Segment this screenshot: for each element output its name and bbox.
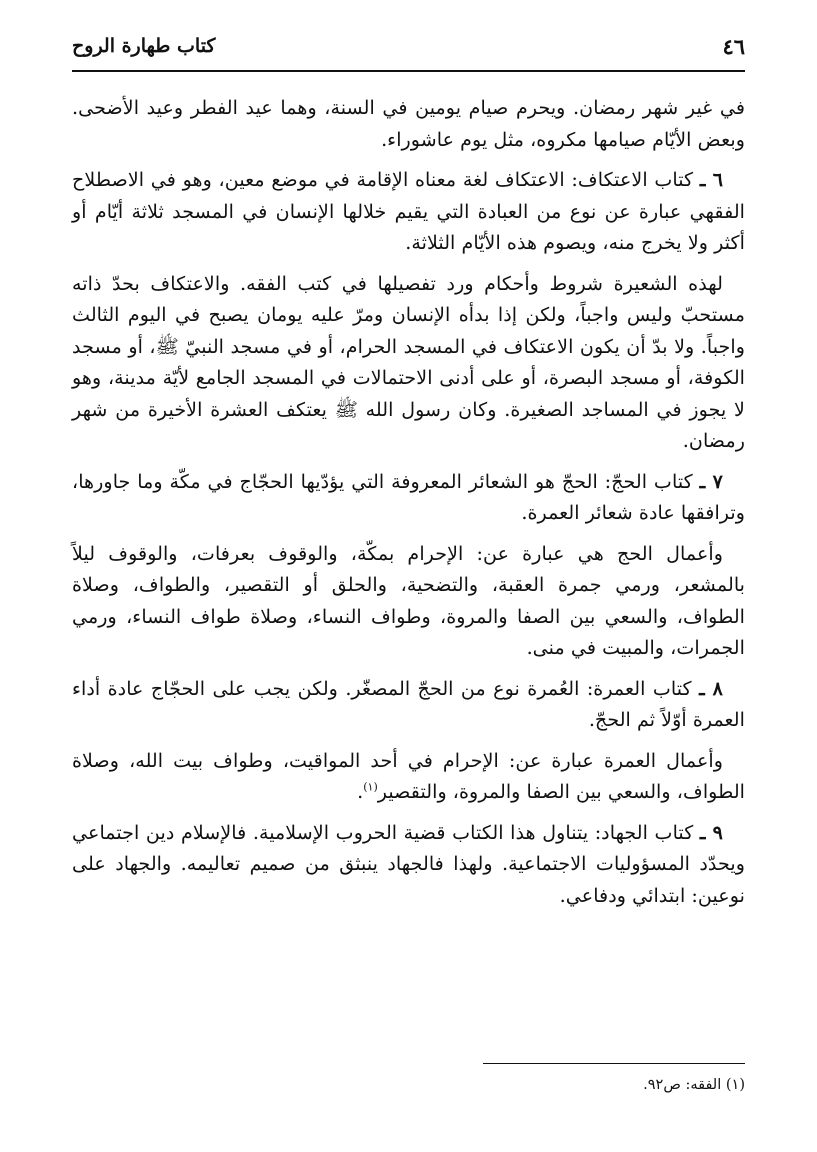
header-rule (72, 70, 745, 72)
page-body (72, 92, 745, 920)
section-number: ٧ ـ (699, 469, 723, 493)
paragraph-itikaf (72, 164, 745, 259)
paragraph-text: لهذه الشعيرة شروط وأحكام ورد تفصيلها في كتب الفقه. والاعتكاف بحدّ ذاته مستحبّ وليس واجباً، ولكن إذا بدأه الإنسان ومرّ عليه يومان يصبح في اليوم الثالث واجباً. ولا بدّ أن يكون الاعتكاف في المسجد الحرام، أو في مسجد النبيّ ﷺ، أو مسجد الكوفة، أو مسجد البصرة، أو على أدنى الاحتمالات في المسجد الجامع لأيّة مدينة، وهو لا يجوز في المساجد الصغيرة. وكان رسول الله ﷺ يعتكف العشرة الأخيرة من شهر رمضان. (72, 271, 745, 452)
paragraph-itikaf-rules (72, 268, 745, 457)
paragraph-tail: . (357, 780, 364, 803)
page-number: ٤٦ (722, 33, 745, 59)
section-number: ٩ ـ (699, 820, 723, 844)
paragraph-text: كتاب الاعتكاف: الاعتكاف لغة معناه الإقامة في موضع معين، وهو في الاصطلاح الفقهي عبارة عن نوع من العبادة التي يقيم خلالها الإنسان في المسجد ثلاثة أيّام أو أكثر ولا يخرج منه، ويصوم هذه الأيّام الثلاثة. (72, 168, 745, 254)
page-header (72, 26, 745, 66)
section-number: ٦ ـ (699, 168, 723, 191)
footnote-text: الفقه: ص٩٢. (643, 1077, 722, 1093)
section-number: ٨ ـ (699, 676, 723, 700)
running-title: كتاب طهارة الروح (72, 35, 216, 57)
footnote (72, 1074, 745, 1096)
paragraph-text: كتاب الجهاد: يتناول هذا الكتاب قضية الحروب الإسلامية. فالإسلام دين اجتماعي ويحدّد المسؤوليات الاجتماعية. ولهذا فالجهاد ينبثق من صميم تعاليمه. والجهاد على نوعين: ابتدائي ودفاعي. (72, 820, 745, 907)
paragraph-text: في غير شهر رمضان. ويحرم صيام يومين في السنة، وهما عيد الفطر وعيد الأضحى. وبعض الأيّام صيامها مكروه، مثل يوم عاشوراء. (72, 96, 745, 151)
paragraph-jihad (72, 817, 745, 912)
paragraph-text: كتاب الحجّ: الحجّ هو الشعائر المعروفة التي يؤدّيها الحجّاج في مكّة وما جاورها، وترافقها عادة شعائر العمرة. (72, 469, 745, 524)
paragraph-umrah-acts (72, 745, 745, 808)
footnote-reference[interactable]: (١) (363, 780, 378, 794)
paragraph-hajj-acts (72, 538, 745, 664)
paragraph-text: وأعمال العمرة عبارة عن: الإحرام في أحد المواقيت، وطواف بيت الله، وصلاة الطواف، والسعي بين الصفا والمروة، والتقصير (72, 748, 745, 803)
paragraph-umrah (72, 673, 745, 736)
footnote-rule (483, 1063, 745, 1064)
paragraph-text: كتاب العمرة: العُمرة نوع من الحجّ المصغّر. ولكن يجب على الحجّاج عادة أداء العمرة أوّلاً ثم الحجّ. (72, 676, 745, 731)
footnote-marker: (١) (725, 1077, 745, 1093)
paragraph-fasting-continued (72, 92, 745, 155)
paragraph-hajj (72, 466, 745, 529)
paragraph-text: وأعمال الحج هي عبارة عن: الإحرام بمكّة، والوقوف بعرفات، والوقوف ليلاً بالمشعر، ورمي جمرة العقبة، والتضحية، والحلق أو التقصير، والطواف، وصلاة الطواف، والسعي بين الصفا والمروة، وطواف النساء، وصلاة طواف النساء، ورمي الجمرات، والمبيت في منى. (72, 541, 745, 659)
